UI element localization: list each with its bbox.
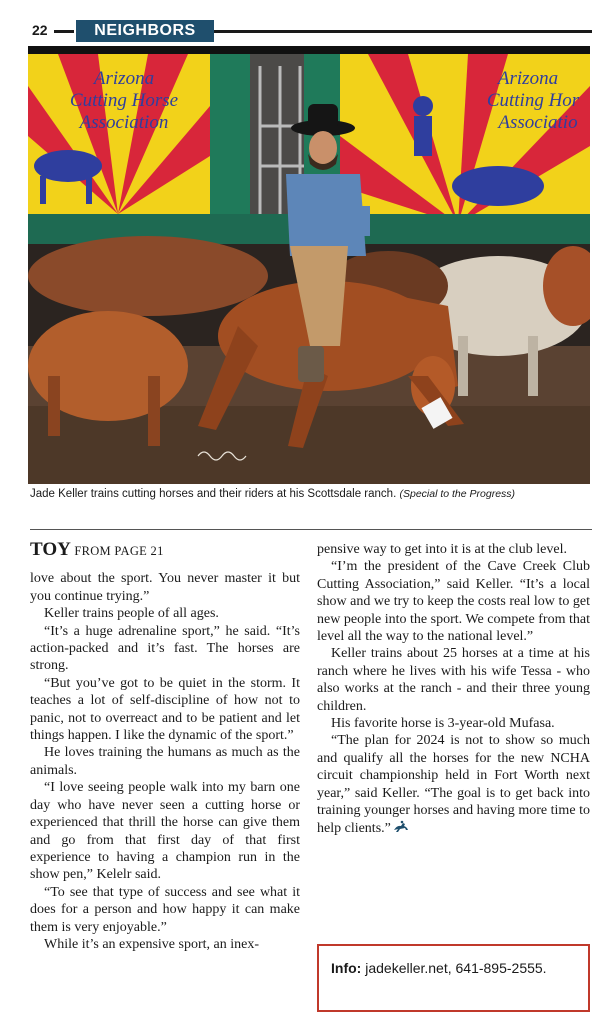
paragraph: pensive way to get into it is at the club level. bbox=[317, 542, 567, 557]
article-column-left bbox=[30, 541, 300, 953]
paragraph: His favorite horse is 3-year-old Mufasa. bbox=[331, 716, 555, 732]
paragraph: “I love seeing people walk into my barn one day who have never seen a cutting horse or experienced that thrill the horse can give them and go from that first day of that first experience to having a champion run in the show pen,” Kelelr said. bbox=[30, 780, 300, 883]
paragraph: He loves training the humans as much as the animals. bbox=[30, 745, 300, 778]
paragraph: Keller trains about 25 horses at a time at his ranch where he lives with his wife Tessa - who also works at the ranch - and their three young children. bbox=[317, 646, 590, 714]
article-photo bbox=[28, 46, 590, 484]
svg-text:Cutting Horse: Cutting Horse bbox=[69, 90, 179, 111]
page-number: 22 bbox=[32, 22, 48, 38]
page-header bbox=[0, 14, 600, 44]
banner-left bbox=[28, 54, 210, 214]
header-rule-long bbox=[214, 30, 592, 33]
photo-caption bbox=[30, 487, 592, 502]
caption-divider bbox=[30, 529, 592, 530]
caption-credit: (Special to the Progress) bbox=[399, 488, 516, 500]
banner-text-right: Arizona bbox=[497, 68, 559, 89]
info-label: Info: bbox=[331, 960, 362, 976]
paragraph-last-text: “The plan for 2024 is not to show so much and qualify all the horses for the new NCHA circuit championship held in Fort Worth next year,” said Keller. “The goal is to get back into training younger horses and having more time to help clients.” bbox=[317, 733, 590, 836]
paragraph: “To see that type of success and see what it does for a person and how happy it can make them is very enjoyable.” bbox=[30, 884, 300, 935]
jump-from: FROM PAGE 21 bbox=[74, 544, 164, 558]
svg-text:Association: Association bbox=[79, 112, 169, 133]
paragraph: “I’m the president of the Cave Creek Club Cutting Association,” said Keller. “It’s a local show and we try to keep the costs real low to get new people into the sport. We compete from that level all the way to the national level.” bbox=[317, 559, 590, 645]
section-label: NEIGHBORS bbox=[76, 20, 214, 42]
jump-line bbox=[30, 541, 300, 560]
jump-keyword: TOY bbox=[30, 539, 71, 560]
info-box bbox=[317, 944, 590, 1012]
horse-rider-icon bbox=[393, 820, 409, 834]
article-column-right bbox=[317, 541, 590, 837]
paragraph: “It’s a huge adrenaline sport,” he said. “It’s action-packed and it’s fast. The horses are strong. bbox=[30, 623, 300, 674]
paragraph: While it’s an expensive sport, an inex- bbox=[44, 936, 259, 952]
caption-text: Jade Keller trains cutting horses and their riders at his Scottsdale ranch. bbox=[30, 488, 397, 500]
svg-text:Cutting Hor: Cutting Hor bbox=[486, 90, 580, 111]
photo-illustration bbox=[28, 46, 590, 484]
header-rule-short bbox=[54, 30, 74, 33]
paragraph: Keller trains people of all ages. bbox=[44, 606, 219, 622]
paragraph-last bbox=[317, 732, 590, 836]
paragraph: love about the sport. You never master it but you continue trying.” bbox=[30, 571, 300, 604]
svg-text:Associatio: Associatio bbox=[498, 112, 578, 133]
paragraph: “But you’ve got to be quiet in the storm. It teaches a lot of self-discipline of how not to panic, not to overreact and to be patient and let things happen. I like the dynamic of the sport.” bbox=[30, 675, 300, 744]
info-text: jadekeller.net, 641-895-2555. bbox=[365, 960, 547, 976]
banner-text-left: Arizona bbox=[93, 68, 155, 89]
